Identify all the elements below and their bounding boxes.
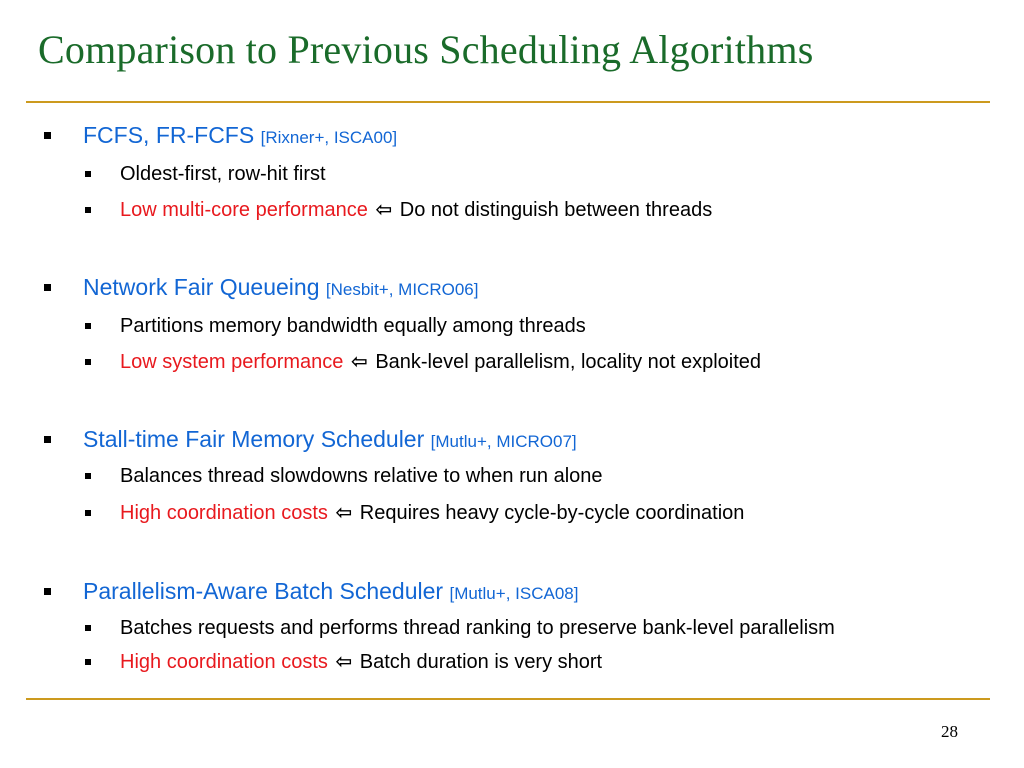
drawback-text: High coordination costs (120, 502, 328, 524)
square-bullet-icon (85, 207, 91, 213)
square-bullet-icon (85, 625, 91, 631)
square-bullet-icon (85, 359, 91, 365)
slide-title: Comparison to Previous Scheduling Algorithms (38, 27, 814, 72)
citation: [Mutlu+, ISCA08] (449, 584, 579, 603)
square-bullet-icon (85, 171, 91, 177)
detail-text: Oldest-first, row-hit first (120, 163, 326, 185)
square-bullet-icon (44, 132, 51, 139)
square-bullet-icon (85, 473, 91, 479)
citation: [Nesbit+, MICRO06] (325, 280, 479, 299)
square-bullet-icon (85, 323, 91, 329)
algorithm-name: Network Fair Queueing (83, 274, 320, 300)
left-arrow-icon: ⇦ (335, 651, 353, 673)
reason-text: Do not distinguish between threads (399, 199, 713, 221)
detail-text: Balances thread slowdowns relative to when run alone (120, 465, 603, 487)
square-bullet-icon (44, 436, 51, 443)
left-arrow-icon: ⇦ (335, 502, 353, 524)
drawback-text: Low system performance (120, 351, 344, 373)
left-arrow-icon: ⇦ (350, 351, 368, 373)
citation: [Mutlu+, MICRO07] (430, 432, 577, 451)
drawback-text: High coordination costs (120, 651, 328, 673)
square-bullet-icon (85, 510, 91, 516)
left-arrow-icon: ⇦ (375, 199, 393, 221)
square-bullet-icon (44, 284, 51, 291)
detail-text: Batches requests and performs thread ranking to preserve bank-level parallelism (120, 617, 835, 639)
detail-text: Partitions memory bandwidth equally among threads (120, 315, 586, 337)
drawback-text: Low multi-core performance (120, 199, 368, 221)
citation: [Rixner+, ISCA00] (260, 128, 398, 147)
reason-text: Bank-level parallelism, locality not exploited (375, 351, 762, 373)
square-bullet-icon (44, 588, 51, 595)
algorithm-name: FCFS, FR-FCFS (83, 122, 255, 148)
top-divider (26, 101, 990, 103)
page-number: 28 (941, 722, 958, 741)
reason-text: Batch duration is very short (359, 651, 603, 673)
square-bullet-icon (85, 659, 91, 665)
reason-text: Requires heavy cycle-by-cycle coordination (359, 502, 745, 524)
algorithm-name: Stall-time Fair Memory Scheduler (83, 426, 425, 452)
algorithm-name: Parallelism-Aware Batch Scheduler (83, 578, 444, 604)
bottom-divider (26, 698, 990, 700)
